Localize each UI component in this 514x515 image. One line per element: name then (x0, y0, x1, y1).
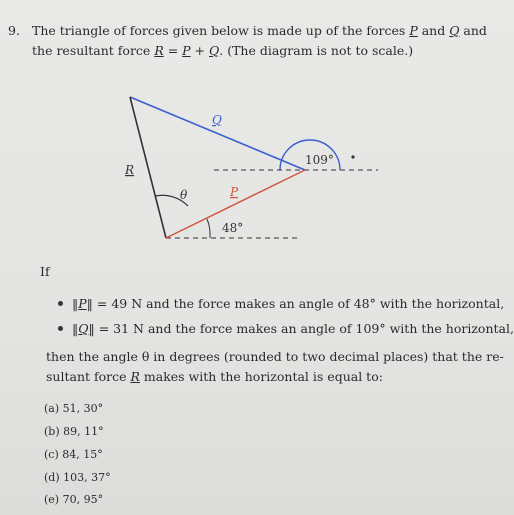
plus-sign: + (190, 43, 209, 58)
bullet-dot-1 (58, 301, 63, 306)
choice-c[interactable]: (c) 84, 15° (44, 448, 103, 461)
choice-a[interactable]: (a) 51, 30° (44, 402, 104, 415)
bullet-vector-p: P (78, 296, 87, 311)
stray-dot (351, 155, 354, 158)
angle-48-arc (207, 219, 210, 238)
question-text-c: the resultant force (32, 43, 155, 58)
then-line-2 (46, 369, 383, 385)
then-text-a: sultant force (46, 369, 131, 384)
question-text-a: The triangle of forces given below is made up of the forces (32, 23, 410, 38)
norm-open: ‖ (72, 296, 79, 311)
norm-open-2: ‖ (72, 321, 79, 336)
choice-e[interactable]: (e) 70, 95° (44, 493, 104, 506)
bullet-vector-q: Q (78, 321, 89, 336)
vector-p-2: P (182, 43, 191, 58)
vector-q-line (130, 97, 305, 170)
vector-r-line (130, 97, 166, 238)
label-109: 109° (305, 153, 334, 167)
bullet-dot-2 (58, 326, 63, 331)
then-line-1: then the angle θ in degrees (rounded to two decimal places) that the re- (46, 349, 504, 364)
question-text-b: and (459, 23, 487, 38)
bullet-q (72, 321, 514, 337)
label-q: Q (212, 113, 222, 127)
if-label: If (40, 264, 50, 279)
vector-p: P (409, 23, 418, 38)
question-number: 9. (8, 23, 20, 38)
then-vector-r: R (130, 369, 140, 384)
bullet-q-text: ‖ = 31 N and the force makes an angle of 109° with the horizontal, (88, 321, 514, 336)
and-word: and (417, 23, 450, 38)
question-text-d: . (The diagram is not to scale.) (219, 43, 414, 58)
choice-d[interactable]: (d) 103, 37° (44, 471, 111, 484)
vector-q: Q (449, 23, 460, 38)
label-48: 48° (222, 221, 244, 235)
label-theta: θ (180, 188, 188, 202)
vector-q-2: Q (209, 43, 220, 58)
vector-r: R (154, 43, 164, 58)
choice-b[interactable]: (b) 89, 11° (44, 425, 104, 438)
equals-sign: = (163, 43, 183, 58)
then-text-b: makes with the horizontal is equal to: (139, 369, 383, 384)
label-p: P (230, 185, 239, 199)
label-r: R (125, 163, 135, 177)
bullet-p-text: ‖ = 49 N and the force makes an angle of 48° with the horizontal, (86, 296, 505, 311)
bullet-p (72, 296, 504, 312)
